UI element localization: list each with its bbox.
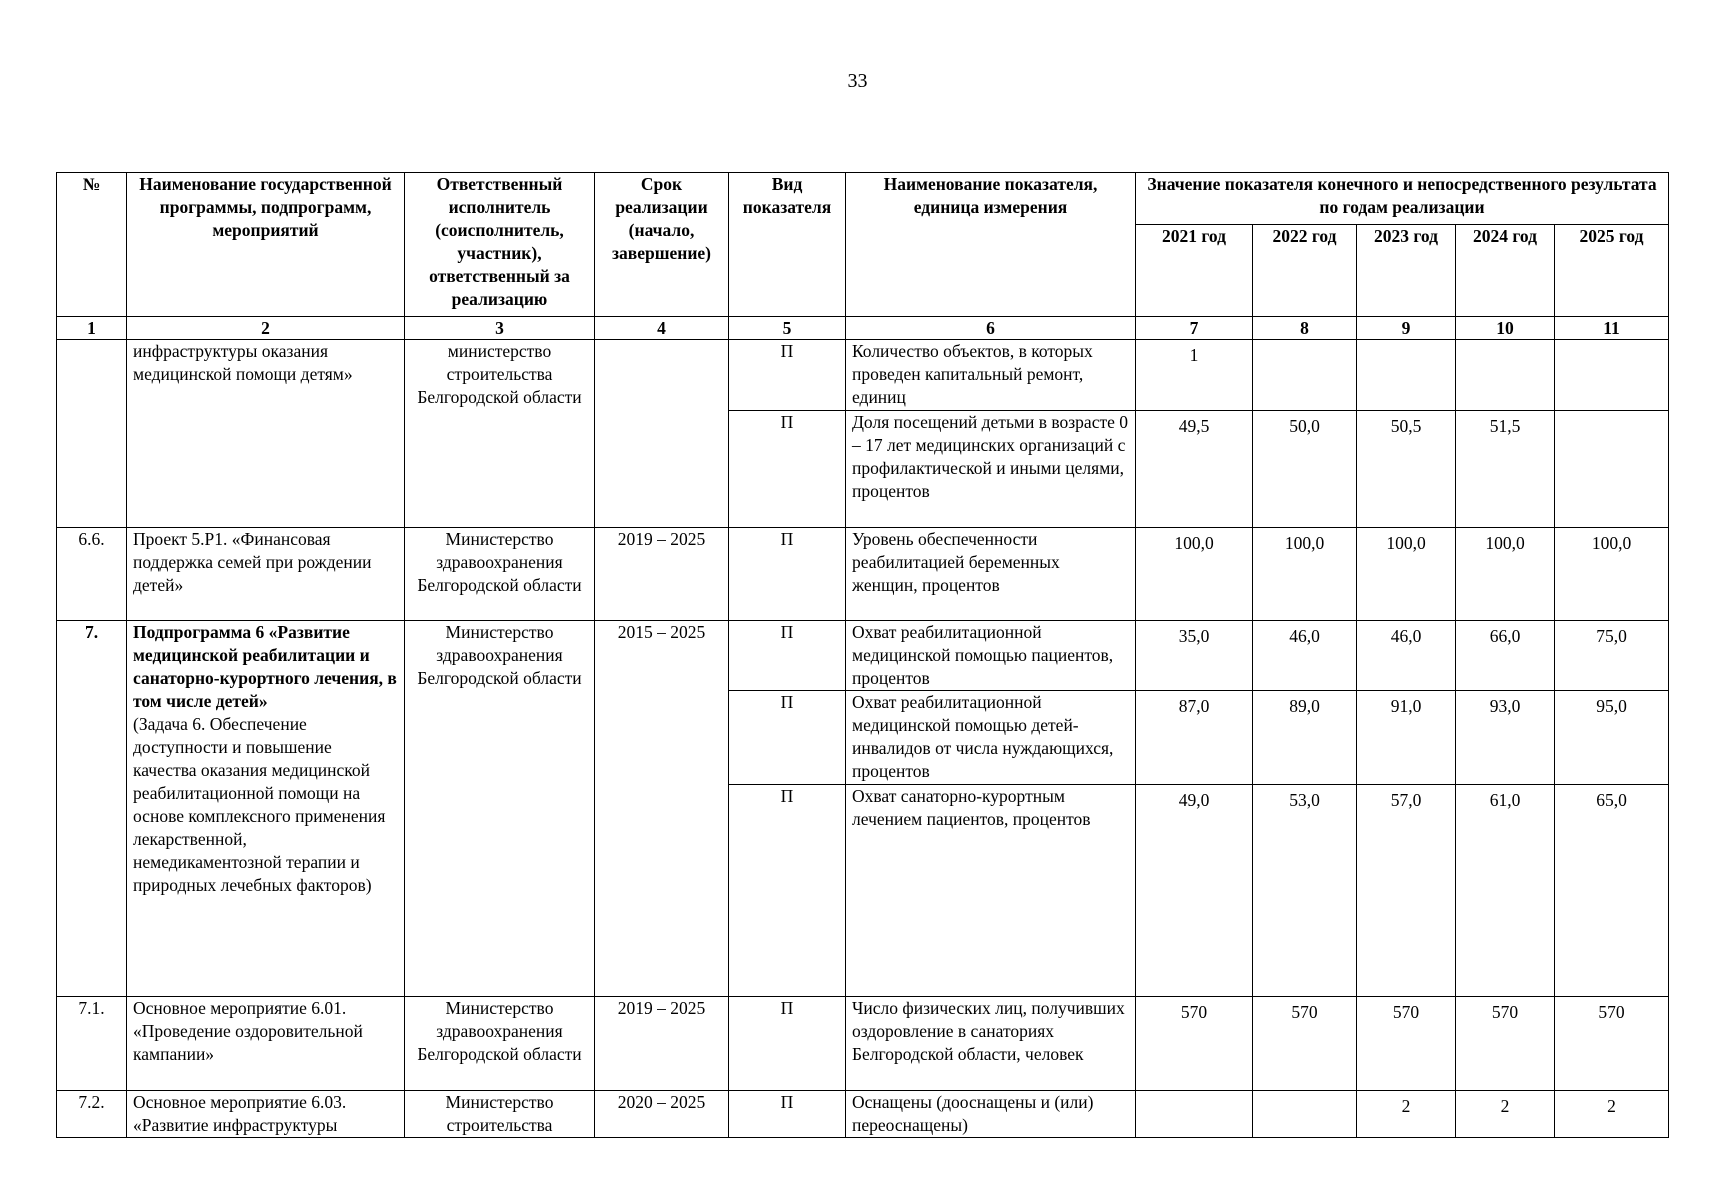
indicator-value: 570	[1253, 997, 1357, 1091]
indicator-text: Оснащены (дооснащены и (или) переоснащены)	[846, 1091, 1136, 1138]
indicator-value	[1456, 340, 1555, 411]
indicator-value: 2	[1555, 1091, 1669, 1138]
indicator-value: 65,0	[1555, 785, 1669, 997]
header-values-group: Значение показателя конечного и непосредственного результата по годам реализации	[1136, 173, 1669, 225]
header-year: 2024 год	[1456, 225, 1555, 317]
indicator-value: 89,0	[1253, 691, 1357, 785]
page-number: 33	[847, 70, 868, 92]
indicator-value: 100,0	[1357, 528, 1456, 621]
indicator-table	[56, 172, 1669, 1138]
indicator-value	[1253, 340, 1357, 411]
indicator-value: 66,0	[1456, 621, 1555, 691]
column-number: 4	[595, 317, 729, 340]
row-num: 7.	[57, 621, 127, 997]
indicator-value: 57,0	[1357, 785, 1456, 997]
indicator-text: Количество объектов, в которых проведен капитальный ремонт, единиц	[846, 340, 1136, 411]
indicator-type: П	[729, 785, 846, 997]
row-term: 2019 – 2025	[595, 997, 729, 1091]
indicator-text: Охват реабилитационной медицинской помощью детей-инвалидов от числа нуждающихся, процентов	[846, 691, 1136, 785]
indicator-value: 49,0	[1136, 785, 1253, 997]
header-term: Срок реализации (начало, завершение)	[595, 173, 729, 317]
column-number: 10	[1456, 317, 1555, 340]
row-name-extra: (Задача 6. Обеспечение доступности и повышение качества оказания медицинской реабилитационной помощи на основе комплексного применения лекарственной, немедикаментозной терапии и природных лечебных факторов)	[133, 714, 386, 895]
indicator-text: Охват санаторно-курортным лечением пациентов, процентов	[846, 785, 1136, 997]
indicator-type: П	[729, 1091, 846, 1138]
indicator-type: П	[729, 528, 846, 621]
header-type: Вид показателя	[729, 173, 846, 317]
column-number: 9	[1357, 317, 1456, 340]
header-name: Наименование государственной программы, подпрограмм, мероприятий	[127, 173, 405, 317]
row-responsible: Министерство строительства	[405, 1091, 595, 1138]
indicator-value: 570	[1136, 997, 1253, 1091]
column-number: 7	[1136, 317, 1253, 340]
indicator-value: 91,0	[1357, 691, 1456, 785]
row-responsible: министерство строительства Белгородской области	[405, 340, 595, 528]
column-number: 3	[405, 317, 595, 340]
indicator-value	[1253, 1091, 1357, 1138]
indicator-text: Уровень обеспеченности реабилитацией беременных женщин, процентов	[846, 528, 1136, 621]
row-num: 7.2.	[57, 1091, 127, 1138]
row-num	[57, 340, 127, 528]
row-responsible: Министерство здравоохранения Белгородской области	[405, 528, 595, 621]
indicator-value: 100,0	[1555, 528, 1669, 621]
indicator-value: 46,0	[1253, 621, 1357, 691]
indicator-value: 75,0	[1555, 621, 1669, 691]
row-term: 2019 – 2025	[595, 528, 729, 621]
indicator-type: П	[729, 340, 846, 411]
header-year: 2023 год	[1357, 225, 1456, 317]
indicator-value: 95,0	[1555, 691, 1669, 785]
row-term: 2015 – 2025	[595, 621, 729, 997]
indicator-value: 46,0	[1357, 621, 1456, 691]
row-name-cell	[127, 621, 405, 997]
row-responsible: Министерство здравоохранения Белгородской области	[405, 621, 595, 997]
indicator-value: 50,5	[1357, 411, 1456, 528]
indicator-value: 100,0	[1136, 528, 1253, 621]
row-name: Проект 5.Р1. «Финансовая поддержка семей при рождении детей»	[127, 528, 405, 621]
column-number: 2	[127, 317, 405, 340]
table-row	[57, 997, 1669, 1091]
indicator-value: 87,0	[1136, 691, 1253, 785]
column-number: 6	[846, 317, 1136, 340]
indicator-text: Охват реабилитационной медицинской помощью пациентов, процентов	[846, 621, 1136, 691]
header-num: №	[57, 173, 127, 317]
row-responsible: Министерство здравоохранения Белгородской области	[405, 997, 595, 1091]
indicator-value: 50,0	[1253, 411, 1357, 528]
indicator-value: 2	[1357, 1091, 1456, 1138]
row-name: Основное мероприятие 6.01. «Проведение оздоровительной кампании»	[127, 997, 405, 1091]
header-responsible: Ответственный исполнитель (соисполнитель, участник), ответственный за реализацию	[405, 173, 595, 317]
indicator-value	[1136, 1091, 1253, 1138]
indicator-type: П	[729, 997, 846, 1091]
indicator-value	[1555, 340, 1669, 411]
column-number: 11	[1555, 317, 1669, 340]
indicator-type: П	[729, 621, 846, 691]
row-name: Основное мероприятие 6.03. «Развитие инфраструктуры	[127, 1091, 405, 1138]
indicator-value: 100,0	[1456, 528, 1555, 621]
indicator-value: 1	[1136, 340, 1253, 411]
indicator-value	[1357, 340, 1456, 411]
column-numbers-row	[57, 317, 1669, 340]
indicator-value: 570	[1357, 997, 1456, 1091]
table-row	[57, 1091, 1669, 1138]
row-name: инфраструктуры оказания медицинской помощи детям»	[127, 340, 405, 528]
table-row	[57, 528, 1669, 621]
row-num: 6.6.	[57, 528, 127, 621]
row-term: 2020 – 2025	[595, 1091, 729, 1138]
indicator-value: 51,5	[1456, 411, 1555, 528]
table-row	[57, 621, 1669, 691]
indicator-text: Доля посещений детьми в возрасте 0 – 17 лет медицинских организаций с профилактической и иными целями, процентов	[846, 411, 1136, 528]
indicator-type: П	[729, 691, 846, 785]
indicator-value: 570	[1555, 997, 1669, 1091]
indicator-value: 49,5	[1136, 411, 1253, 528]
indicator-value: 53,0	[1253, 785, 1357, 997]
indicator-text: Число физических лиц, получивших оздоровление в санаториях Белгородской области, человек	[846, 997, 1136, 1091]
header-year: 2021 год	[1136, 225, 1253, 317]
header-year: 2025 год	[1555, 225, 1669, 317]
column-number: 8	[1253, 317, 1357, 340]
row-name: Подпрограмма 6 «Развитие медицинской реабилитации и санаторно-курортного лечения, в том числе детей»	[133, 622, 397, 711]
row-num: 7.1.	[57, 997, 127, 1091]
indicator-value: 2	[1456, 1091, 1555, 1138]
indicator-value: 100,0	[1253, 528, 1357, 621]
indicator-value	[1555, 411, 1669, 528]
table-row	[57, 340, 1669, 411]
row-term	[595, 340, 729, 528]
column-number: 1	[57, 317, 127, 340]
indicator-type: П	[729, 411, 846, 528]
indicator-value: 93,0	[1456, 691, 1555, 785]
header-year: 2022 год	[1253, 225, 1357, 317]
column-number: 5	[729, 317, 846, 340]
header-indicator: Наименование показателя, единица измерения	[846, 173, 1136, 317]
indicator-value: 570	[1456, 997, 1555, 1091]
indicator-value: 61,0	[1456, 785, 1555, 997]
indicator-value: 35,0	[1136, 621, 1253, 691]
